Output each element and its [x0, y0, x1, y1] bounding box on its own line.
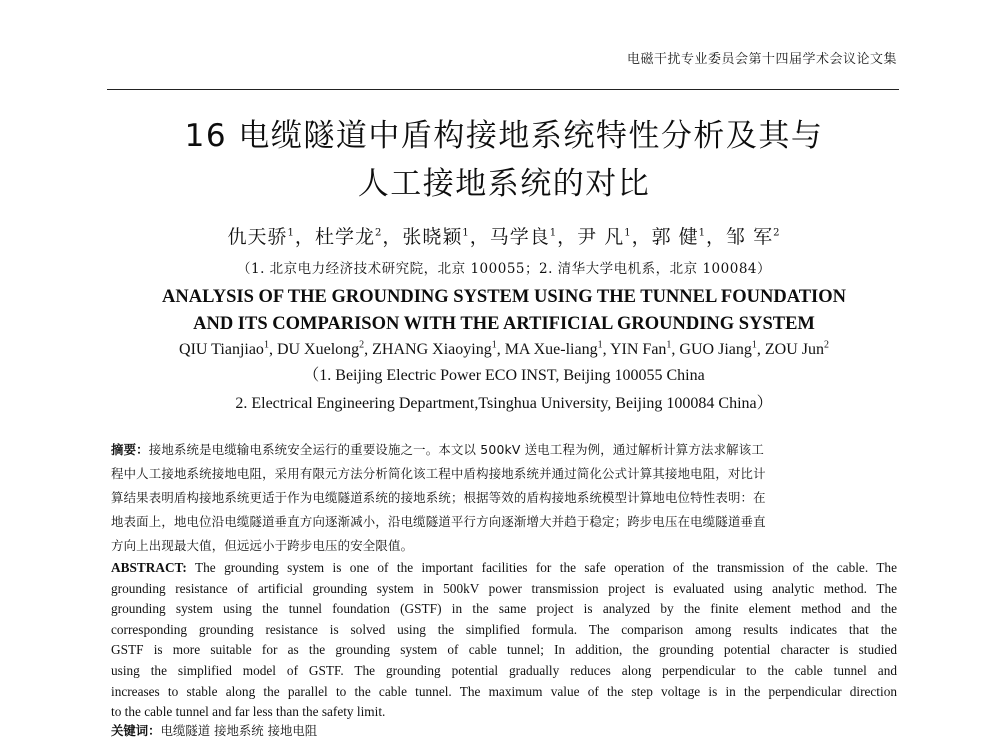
cn-title-line-1: 16 电缆隧道中盾构接地系统特性分析及其与 — [184, 118, 824, 154]
en-abstract — [111, 558, 897, 723]
cn-abstract-line: 算结果表明盾构接地系统更适于作为电缆隧道系统的接地系统；根据等效的盾构接地系统模型计算地电位特性表明：在 — [111, 490, 766, 505]
cn-abstract-line: 方向上出现最大值，但远远小于跨步电压的安全限值。 — [111, 538, 414, 553]
en-author-name: DU Xuelong — [276, 341, 360, 358]
cn-author-name: 仇天骄 — [227, 226, 288, 248]
en-title-line-1: ANALYSIS OF THE GROUNDING SYSTEM USING THE TUNNEL FOUNDATION — [162, 287, 846, 307]
en-author-affil-mark: 1 — [491, 339, 497, 351]
keywords — [111, 721, 897, 741]
cn-author-separator: ， — [382, 226, 403, 248]
cn-author-list — [100, 222, 908, 252]
en-author-affil-mark: 2 — [823, 339, 829, 351]
cn-author-separator: ， — [469, 226, 490, 248]
cn-abstract-text: 接地系统是电缆输电系统安全运行的重要设施之一。本文以 500kV 送电工程为例，通过解析计算方法求解该工 — [148, 442, 764, 457]
en-author-name: MA Xue-liang — [504, 341, 598, 358]
cn-author-name: 马学良 — [489, 226, 550, 248]
cn-author-separator: ， — [294, 226, 315, 248]
en-author-affil-mark: 1 — [666, 339, 672, 351]
cn-author-affil-mark: 1 — [698, 227, 707, 239]
cn-abstract-line: 程中人工接地系统接地电阻，采用有限元方法分析简化该工程中盾构接地系统并通过简化公式计算其接地电阻，对比计 — [111, 466, 766, 481]
en-author-affil-mark: 1 — [597, 339, 603, 351]
en-abstract-line: to the cable tunnel and far less than the safety limit. — [111, 704, 386, 720]
cn-abstract — [111, 438, 897, 558]
cn-author-name: 尹 凡 — [577, 226, 625, 248]
cn-author-separator: ， — [631, 226, 652, 248]
cn-author-name: 张晓颖 — [402, 226, 463, 248]
en-title — [100, 284, 908, 338]
cn-affiliation: （1. 北京电力经济技术研究院，北京 100055；2. 清华大学电机系，北京 100084） — [237, 261, 771, 277]
en-author-affil-mark: 1 — [751, 339, 757, 351]
cn-abstract-line — [111, 438, 897, 462]
cn-author-name: 邹 军 — [726, 226, 774, 248]
en-abstract-line: increases to stable along the parallel to the cable tunnel. The maximum value of the step voltage is in the perpendicular direction — [111, 683, 897, 699]
header-rule — [107, 89, 899, 90]
en-author-separator: , — [671, 341, 680, 358]
cn-abstract-line: 地表面上，地电位沿电缆隧道垂直方向逐渐减小，沿电缆隧道平行方向逐渐增大并趋于稳定；跨步电压在电缆隧道垂直 — [111, 514, 766, 529]
en-abstract-line: grounding system using the tunnel foundation (GSTF) in the same project is analyzed by the finite element method and the — [111, 601, 897, 617]
cn-author-affil-mark: 1 — [287, 227, 295, 239]
en-author-affil-mark: 1 — [263, 339, 269, 351]
en-abstract-text: The grounding system is one of the important facilities for the safe operation of the transmission of the cable. The — [186, 560, 897, 575]
en-title-line-2: AND ITS COMPARISON WITH THE ARTIFICIAL GROUNDING SYSTEM — [193, 314, 815, 334]
en-author-separator: , — [756, 341, 765, 358]
keywords-line — [111, 721, 897, 741]
cn-author-affil-mark: 2 — [374, 227, 383, 239]
cn-title-line-2: 人工接地系统的对比 — [357, 166, 651, 202]
cn-author-affil-mark: 1 — [624, 227, 632, 239]
en-author-separator: , — [602, 341, 610, 358]
cn-author-affil-mark: 1 — [549, 227, 558, 239]
keywords-text: 电缆隧道 接地系统 接地电阻 — [160, 723, 318, 738]
en-author-list — [100, 338, 908, 362]
en-abstract-line — [111, 558, 897, 579]
en-author-separator: , — [268, 341, 277, 358]
en-author-name: YIN Fan — [609, 341, 667, 358]
cn-title — [100, 112, 908, 208]
cn-author-name: 郭 健 — [651, 226, 699, 248]
en-affiliation-line-1: （1. Beijing Electric Power ECO INST, Beijing 100055 China — [303, 367, 705, 384]
en-abstract-line: grounding resistance of artificial grounding system in 500kV power transmission project is evaluated using analytic method. The — [111, 580, 897, 596]
cn-author-name: 杜学龙 — [314, 226, 375, 248]
en-author-name: ZHANG Xiaoying — [372, 341, 492, 358]
en-abstract-label: ABSTRACT: — [111, 560, 187, 575]
cn-abstract-label: 摘要： — [111, 442, 149, 457]
cn-author-separator: ， — [557, 226, 578, 248]
en-abstract-line: GSTF is more suitable for as the grounding system of cable tunnel; In addition, the grounding potential character is studied — [111, 642, 897, 658]
en-author-separator: , — [364, 341, 373, 358]
en-author-name: GUO Jiang — [679, 341, 752, 358]
en-affiliation-line-2: 2. Electrical Engineering Department,Tsinghua University, Beijing 100084 China） — [235, 395, 773, 412]
en-author-name: QIU Tianjiao — [179, 341, 264, 358]
en-author-separator: , — [496, 341, 505, 358]
cn-author-affil-mark: 2 — [773, 227, 781, 239]
en-author-name: ZOU Jun — [764, 341, 824, 358]
cn-author-affil-mark: 1 — [462, 227, 470, 239]
en-abstract-line: using the simplified model of GSTF. The grounding potential gradually reduces along perpendicular to the cable tunnel and — [111, 662, 897, 678]
running-header: 电磁干扰专业委员会第十四届学术会议论文集 — [626, 52, 897, 67]
keywords-label: 关键词： — [111, 723, 161, 738]
en-author-affil-mark: 2 — [359, 339, 365, 351]
en-abstract-line: corresponding grounding resistance is solved using the simplified formula. The comparison among results indicates that the — [111, 621, 897, 637]
cn-author-separator: ， — [706, 226, 727, 248]
